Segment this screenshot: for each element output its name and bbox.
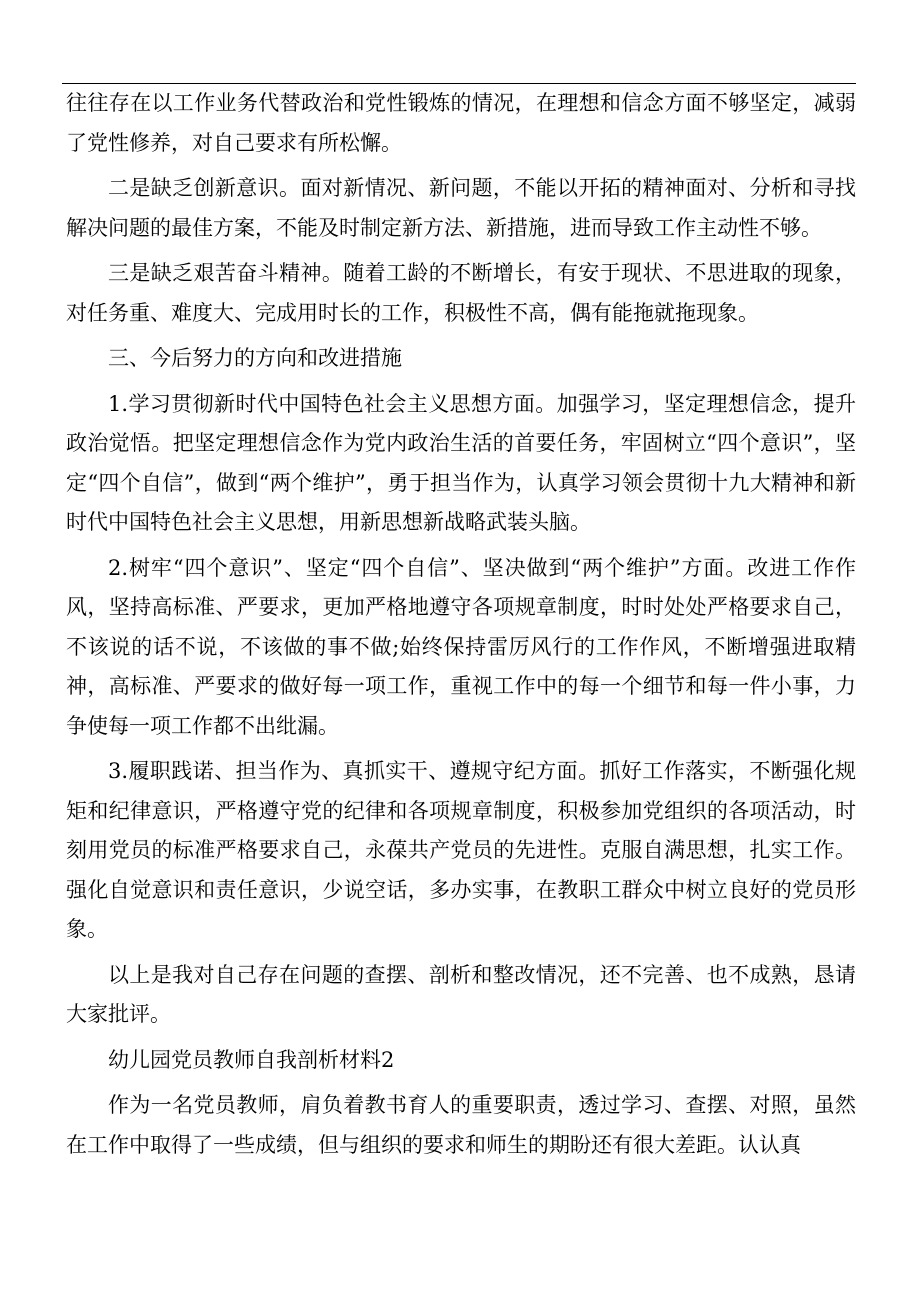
- paragraph-item-1: 1.学习贯彻新时代中国特色社会主义思想方面。加强学习，坚定理想信念，提升政治觉悟。把坚定理想信念作为党内政治生活的首要任务，牢固树立“四个意识”，坚定“四个自信”，做到“两个维护”，勇于担当作为，认真学习领会贯彻十九大精神和新时代中国特色社会主义思想，用新思想新战略武装头脑。: [66, 391, 856, 534]
- section-heading: 三、今后努力的方向和改进措施: [108, 346, 402, 370]
- paragraph-continuation: 往往存在以工作业务代替政治和党性锻炼的情况，在理想和信念方面不够坚定，减弱了党性修养，对自己要求有所松懈。: [66, 91, 856, 155]
- document-subtitle: 幼儿园党员教师自我剖析材料2: [108, 1047, 395, 1072]
- paragraph-hard-work: 三是缺乏艰苦奋斗精神。随着工龄的不断增长，有安于现状、不思进取的现象，对任务重、难度大、完成用时长的工作，积极性不高，偶有能拖就拖现象。: [66, 261, 856, 325]
- paragraph-conclusion: 以上是我对自己存在问题的查摆、剖析和整改情况，还不完善、也不成熟，恳请大家批评。: [66, 962, 856, 1026]
- paragraph-innovation: 二是缺乏创新意识。面对新情况、新问题，不能以开拓的精神面对、分析和寻找解决问题的最佳方案，不能及时制定新方法、新措施，进而导致工作主动性不够。: [66, 176, 856, 240]
- paragraph-item-3: 3.履职践诺、担当作为、真抓实干、遵规守纪方面。抓好工作落实，不断强化规矩和纪律意识，严格遵守党的纪律和各项规章制度，积极参加党组织的各项活动，时刻用党员的标准严格要求自己，永葆共产党员的先进性。克服自满思想，扎实工作。强化自觉意识和责任意识，少说空话，多办实事，在教职工群众中树立良好的党员形象。: [66, 759, 856, 941]
- paragraph-intro-2: 作为一名党员教师，肩负着教书育人的重要职责，透过学习、查摆、对照，虽然在工作中取得了一些成绩，但与组织的要求和师生的期盼还有很大差距。认认真: [66, 1093, 856, 1157]
- document-body: [66, 84, 856, 1165]
- paragraph-item-2: 2.树牢“四个意识”、坚定“四个自信”、坚决做到“两个维护”方面。改进工作作风，坚持高标准、严要求，更加严格地遵守各项规章制度，时时处处严格要求自己，不该说的话不说，不该做的事不做;始终保持雷厉风行的工作作风，不断增强进取精神，高标准、严要求的做好每一项工作，重视工作中的每一个细节和每一件小事，力争使每一项工作都不出纰漏。: [66, 555, 856, 738]
